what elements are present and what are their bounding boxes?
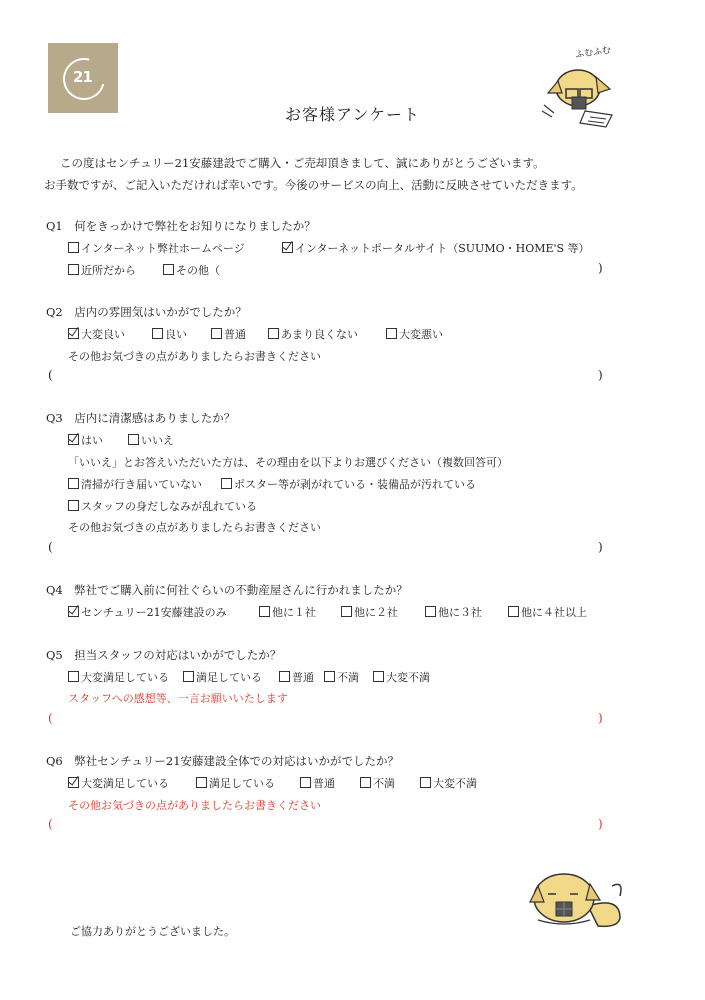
checkbox-checked[interactable] [68,777,79,788]
q1-option-homepage[interactable]: インターネット弊社ホームページ [68,240,245,256]
q6-option-very-satisfied[interactable]: 大変満足している [68,775,169,791]
page-title: お客様アンケート [284,105,421,124]
q5-option-dissatisfied[interactable]: 不満 [324,669,359,685]
q2-option-good[interactable]: 良い [152,326,187,342]
q3-reason-poster[interactable]: ポスター等が剥がれている・装備品が汚れている [221,476,476,492]
checkbox[interactable] [300,777,311,788]
sleeping-dog-mascot-icon [528,866,628,933]
q5-note: スタッフへの感想等、一言お願いいたします [68,692,288,705]
checkbox[interactable] [68,500,79,511]
q2-option-not-good[interactable]: あまり良くない [268,326,358,342]
checkbox[interactable] [152,328,163,339]
q2-option-very-good[interactable]: 大変良い [68,326,125,342]
q6-option-dissatisfied[interactable]: 不満 [360,775,395,791]
checkbox-checked[interactable] [68,328,79,339]
q3-paren-open: ( [48,540,53,554]
q5-paren-close: ) [598,711,603,725]
q6-option-very-dissatisfied[interactable]: 大変不満 [420,775,477,791]
checkbox-checked[interactable] [68,606,79,617]
checkbox[interactable] [324,671,335,682]
q4-option-3[interactable]: 他に３社 [425,604,482,620]
q6-option-normal[interactable]: 普通 [300,775,335,791]
checkbox[interactable] [420,777,431,788]
q1-option-nearby[interactable]: 近所だから [68,262,136,278]
q4-option-1[interactable]: 他に１社 [259,604,316,620]
q6-label: Q6 弊社センチュリー21安藤建設全体での対応はいかがでしたか？ [46,754,400,768]
checkbox[interactable] [259,606,270,617]
q3-label: Q3 店内に清潔感はありましたか？ [46,411,236,425]
q6-paren-open: ( [48,817,53,831]
checkbox[interactable] [68,671,79,682]
intro-line-1: この度はセンチュリー21安藤建設でご購入・ご売却頂きまして、誠にありがとうございます。 [60,156,545,170]
speech-text: ふむふむ [574,45,612,61]
q2-label: Q2 店内の雰囲気はいかがでしたか？ [46,305,247,319]
q3-paren-close: ) [598,540,603,554]
q1-option-other[interactable]: その他（ [163,262,220,278]
checkbox[interactable] [128,434,139,445]
q3-option-no[interactable]: いいえ [128,432,174,448]
checkbox[interactable] [211,328,222,339]
checkbox[interactable] [341,606,352,617]
q1-option-portal[interactable]: インターネットポータルサイト（SUUMO・HOME'S 等） [282,240,590,256]
q3-note: その他お気づきの点がありましたらお書きください [68,521,321,534]
q3-sub: 「いいえ」とお答えいただいた方は、その理由を以下よりお選びください（複数回答可） [68,456,508,469]
checkbox[interactable] [425,606,436,617]
checkbox[interactable] [68,478,79,489]
checkbox[interactable] [196,777,207,788]
q5-label: Q5 担当スタッフの対応はいかがでしたか？ [46,648,282,662]
checkbox[interactable] [221,478,232,489]
q6-option-satisfied[interactable]: 満足している [196,775,275,791]
checkbox[interactable] [68,242,79,253]
q2-paren-close: ) [598,368,603,382]
intro-line-2: お手数ですが、ご記入いただければ幸いです。今後のサービスの向上、活動に反映させていただきます。 [44,178,583,192]
q5-paren-open: ( [48,711,53,725]
q4-option-only[interactable]: センチュリー21安藤建設のみ [68,604,227,620]
q2-paren-open: ( [48,368,53,382]
q3-option-yes[interactable]: はい [68,432,103,448]
q2-note: その他お気づきの点がありましたらお書きください [68,350,321,363]
checkbox[interactable] [183,671,194,682]
checkbox[interactable] [508,606,519,617]
checkbox[interactable] [279,671,290,682]
q1-paren-close: ) [598,261,603,275]
checkbox-checked[interactable] [282,242,293,253]
checkbox[interactable] [268,328,279,339]
checkbox[interactable] [163,264,174,275]
q2-option-very-bad[interactable]: 大変悪い [386,326,443,342]
q1-label: Q1 何をきっかけで弊社をお知りになりましたか？ [46,219,316,233]
q2-option-normal[interactable]: 普通 [211,326,246,342]
q5-option-satisfied[interactable]: 満足している [183,669,262,685]
q4-option-4plus[interactable]: 他に４社以上 [508,604,587,620]
checkbox[interactable] [68,264,79,275]
checkbox[interactable] [373,671,384,682]
logo-text: 21 [73,68,92,86]
q6-paren-close: ) [598,817,603,831]
thanks-text: ご協力ありがとうございました。 [70,925,235,938]
q6-note: その他お気づきの点がありましたらお書きください [68,799,321,812]
q3-reason-staff[interactable]: スタッフの身だしなみが乱れている [68,498,257,514]
q3-reason-cleaning[interactable]: 清掃が行き届いていない [68,476,202,492]
q5-option-very-dissatisfied[interactable]: 大変不満 [373,669,430,685]
q4-label: Q4 弊社でご購入前に何社ぐらいの不動産屋さんに行かれましたか？ [46,583,408,597]
checkbox[interactable] [386,328,397,339]
checkbox-checked[interactable] [68,434,79,445]
q4-option-2[interactable]: 他に２社 [341,604,398,620]
q5-option-normal[interactable]: 普通 [279,669,314,685]
checkbox[interactable] [360,777,371,788]
q5-option-very-satisfied[interactable]: 大変満足している [68,669,169,685]
